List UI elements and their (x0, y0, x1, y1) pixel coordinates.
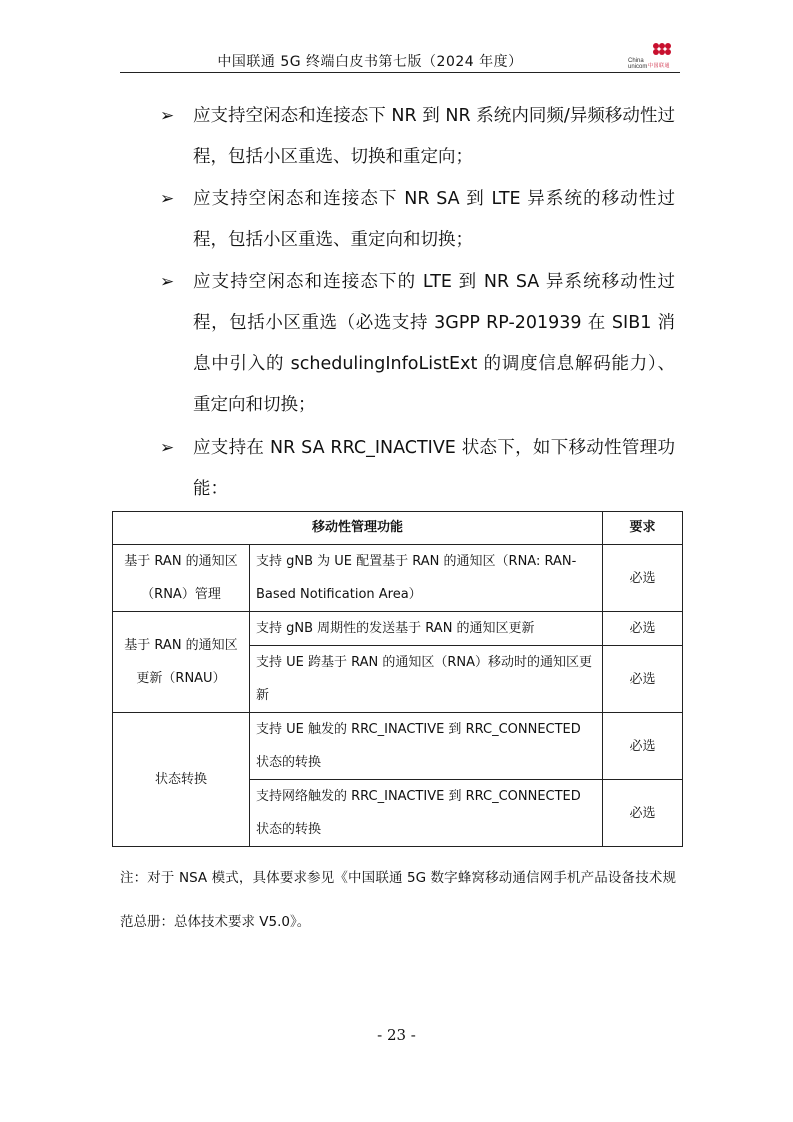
table-note: 注：对于 NSA 模式，具体要求参见《中国联通 5G 数字蜂窝移动通信网手机产品设备技术规范总册：总体技术要求 V5.0》。 (120, 870, 676, 930)
table-header-requirement: 要求 (603, 512, 683, 545)
requirement-cell: 必选 (603, 713, 683, 780)
bullet-item: 应支持空闲态和连接态下 NR SA 到 LTE 异系统的移动性过程，包括小区重选、重定向和切换； (193, 189, 675, 250)
page-number: - 23 - (377, 1026, 416, 1044)
requirement-cell: 必选 (603, 646, 683, 713)
table-row (113, 545, 683, 612)
requirement-cell: 必选 (603, 780, 683, 847)
mobility-management-table (112, 511, 683, 847)
requirement-cell: 必选 (603, 545, 683, 612)
bullet-item: 应支持在 NR SA RRC_INACTIVE 状态下，如下移动性管理功能： (193, 438, 675, 499)
bullet-item: 应支持空闲态和连接态下 NR 到 NR 系统内同频/异频移动性过程，包括小区重选、切换和重定向； (193, 106, 675, 167)
bullet-marker: ➢ (160, 438, 175, 458)
svg-text:China: China (628, 58, 644, 64)
function-cell: 支持 gNB 周期性的发送基于 RAN 的通知区更新 (250, 612, 603, 646)
bullet-marker: ➢ (160, 272, 175, 292)
header-divider (120, 72, 680, 73)
bullet-marker: ➢ (160, 189, 175, 209)
function-cell: 支持 gNB 为 UE 配置基于 RAN 的通知区（RNA: RAN-Based Notification Area） (250, 545, 603, 612)
category-cell: 状态转换 (113, 713, 250, 847)
svg-text:unicom: unicom (628, 64, 648, 70)
bullet-marker: ➢ (160, 106, 175, 126)
function-cell: 支持 UE 触发的 RRC_INACTIVE 到 RRC_CONNECTED 状态的转换 (250, 713, 603, 780)
function-cell: 支持网络触发的 RRC_INACTIVE 到 RRC_CONNECTED 状态的转换 (250, 780, 603, 847)
category-cell: 基于 RAN 的通知区更新（RNAU） (113, 612, 250, 713)
category-cell: 基于 RAN 的通知区（RNA）管理 (113, 545, 250, 612)
requirement-cell: 必选 (603, 612, 683, 646)
header-title: 中国联通 5G 终端白皮书第七版（2024 年度） (217, 54, 523, 70)
bullet-item: 应支持空闲态和连接态下的 LTE 到 NR SA 异系统移动性过程，包括小区重选（必选支持 3GPP RP-201939 在 SIB1 消息中引入的 schedulingInfoListExt 的调度信息解码能力）、重定向和切换； (193, 272, 675, 415)
logo-chinese-text: 中国联通 (648, 63, 671, 69)
table-row (113, 612, 683, 646)
table-header-row (113, 512, 683, 545)
function-cell: 支持 UE 跨基于 RAN 的通知区（RNA）移动时的通知区更新 (250, 646, 603, 713)
table-row (113, 713, 683, 780)
table-header-function: 移动性管理功能 (113, 512, 603, 545)
